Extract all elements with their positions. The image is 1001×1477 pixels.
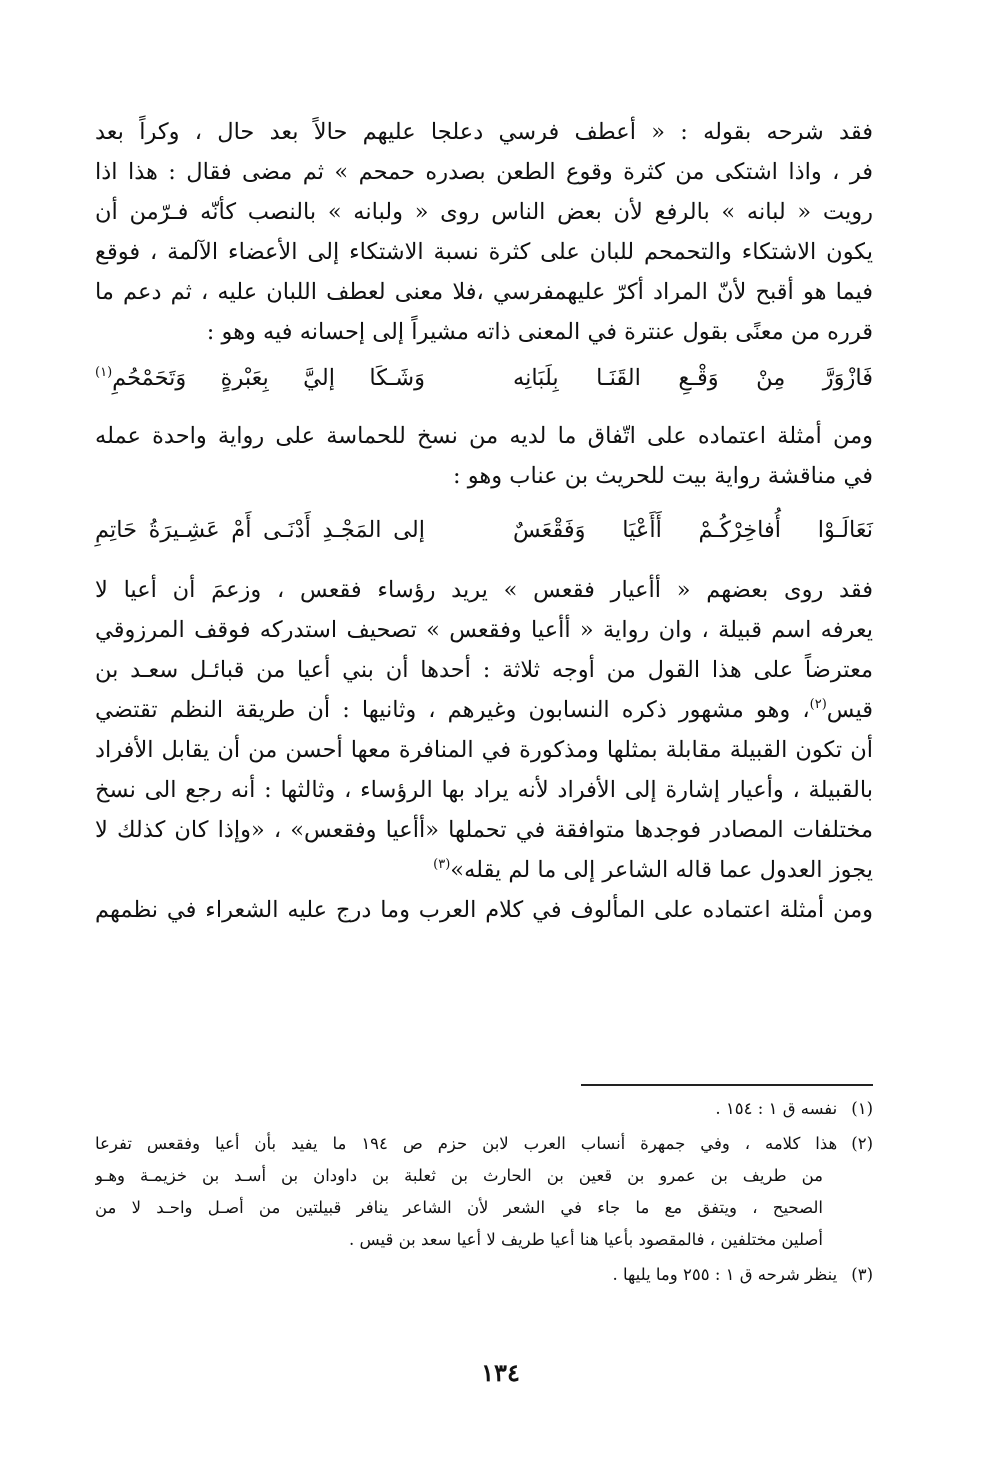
footnote-2 bbox=[95, 1131, 873, 1161]
verse-second-text: وَشَـكَا إليَّ بِعَبْرةٍ وَتَحَمْحُمِ bbox=[112, 365, 425, 391]
body-line: رويت « لبانه » بالرفع لأن بعض الناس روى « ولبانه » بالنصب كأنّه فـرّمن أن bbox=[95, 199, 873, 225]
body-line: فر ، واذا اشتكى من كثرة وقوع الطعن بصدره حمحم » ثم مضى فقال : هذا اذا bbox=[95, 159, 873, 185]
body-line: فقد شرحه بقوله : « أعطف فرسي دعلجا عليهم حالاً بعد حال ، وكراً بعد bbox=[95, 119, 873, 145]
poem-verse bbox=[95, 358, 873, 402]
footnote-1 bbox=[95, 1096, 873, 1126]
body-line: قرره من معنًى بقول عنترة في المعنى ذاته مشيراً إلى إحسانه فيه وهو : bbox=[206, 319, 873, 345]
verse-second-hemistich bbox=[95, 358, 425, 398]
footnote-number: (٣) bbox=[851, 1265, 873, 1284]
footnote-ref: (٢) bbox=[809, 697, 827, 712]
body-text: يجوز العدول عما قاله الشاعر إلى ما لم يقله» bbox=[450, 857, 873, 883]
body-text: ، وهو مشهور ذكره النسابون وغيرهم ، وثانيها : أن طريقة النظم تقتضي bbox=[95, 697, 810, 723]
body-line: بالقبيلة ، وأعيار إشارة إلى الأفراد لأنه يراد بها الرؤساء ، وثالثها : أنه رجع الى نسخ bbox=[95, 777, 873, 803]
footnote-separator bbox=[581, 1084, 873, 1086]
body-line: معترضاً على هذا القول من أوجه ثلاثة : أحدها أن بني أعيا من قبائـل سعـد بن bbox=[95, 657, 873, 683]
verse-first-hemistich: فَازْوَرَّ مِنْ وَقْـعِ القَنَـا بِلَبَانِه bbox=[513, 365, 873, 391]
body-line: ومن أمثلة اعتماده على المألوف في كلام العرب وما درج عليه الشعراء في نظمهم bbox=[95, 897, 873, 923]
body-line: مختلفات المصادر فوجدها متوافقة في تحملها «أأعيا وفقعس» ، «وإذا كان كذلك لا bbox=[95, 817, 873, 843]
footnote-2-line: أصلين مختلفين ، فالمقصود بأعيا هنا أعيا طريف لا أعيا سعد بن قيس . bbox=[348, 1230, 823, 1249]
body-line: يكون الاشتكاء والتحمحم للبان على كثرة نسبة الاشتكاء إلى الأعضاء الآلمة ، فوقع bbox=[95, 239, 873, 265]
footnote-text: هذا كلامه ، وفي جمهرة أنساب العرب لابن حزم ص ١٩٤ ما يفيد بأن أعيا وفقعس تفرعا bbox=[95, 1134, 838, 1153]
body-line: يعرفه اسم قبيلة ، وان رواية « أأعيا وفقعس » تصحيف استدركه فوقف المرزوقي bbox=[95, 617, 873, 643]
body-line: فقد روى بعضهم « أأعيار فقعس » يريد رؤساء فقعس ، وزعمَ أن أعيا لا bbox=[95, 577, 873, 603]
body-line bbox=[95, 852, 873, 892]
verse-first-hemistich: نَعَالَـوْا أُفاخِرْكُـمْ أَأَعْيَا وَفَقْعَسٌ bbox=[513, 517, 873, 543]
footnote-number: (١) bbox=[851, 1099, 873, 1118]
footnote-ref: (٣) bbox=[433, 857, 451, 872]
poem-verse bbox=[95, 510, 873, 554]
footnote-3 bbox=[95, 1262, 873, 1292]
footnote-ref: (١) bbox=[95, 365, 113, 380]
page-number: ١٣٤ bbox=[481, 1358, 520, 1387]
body-line: ومن أمثلة اعتماده على اتّفاق ما لديه من نسخ للحماسة على رواية واحدة عمله bbox=[95, 423, 873, 449]
body-line bbox=[95, 692, 873, 732]
body-line: أن تكون القبيلة مقابلة بمثلها ومذكورة في المنافرة معها أحسن من أن يقابل الأفراد bbox=[95, 737, 873, 763]
verse-second-hemistich: إلى المَجْـدِ أَدْنَـى أَمْ عَشِـيرَةُ حَاتِمِ bbox=[95, 517, 425, 543]
footnote-text: نفسه ق ١ : ١٥٤ . bbox=[715, 1099, 838, 1118]
footnote-text: ينظر شرحه ق ١ : ٢٥٥ وما يليها . bbox=[612, 1265, 838, 1284]
footnote-2-line: من طريف بن عمرو بن قعين بن الحارث بن ثعلبة بن داودان بن أسـد بن خزيمـة وهـو bbox=[95, 1166, 823, 1185]
body-line: فيما هو أقبح لأنّ المراد أكرّ عليهمفرسي ،فلا معنى لعطف اللبان عليه ، ثم دعم ما bbox=[95, 279, 873, 305]
footnote-2-line: الصحيح ، ويتفق مع ما جاء في الشعر لأن الشاعر ينافر قبيلتين من أصـل واحـد لا من bbox=[95, 1198, 823, 1217]
body-line: في مناقشة رواية بيت للحريث بن عناب وهو : bbox=[453, 463, 873, 489]
footnote-number: (٢) bbox=[851, 1134, 873, 1153]
body-text: قيس bbox=[826, 697, 873, 723]
